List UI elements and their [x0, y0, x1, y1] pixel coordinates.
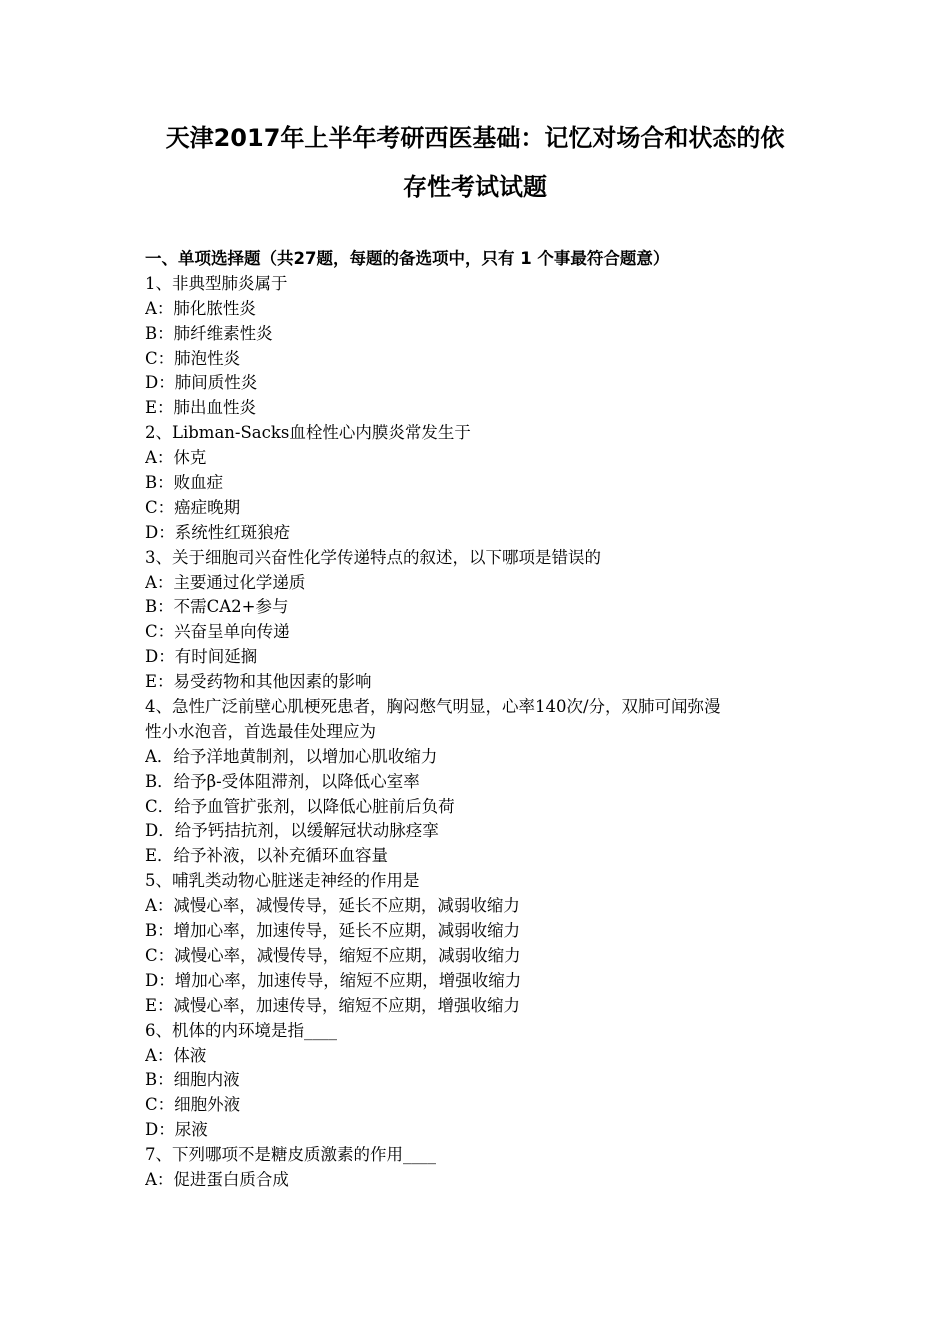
answer-option: A：休克 [145, 448, 207, 468]
answer-option: D：系统性红斑狼疮 [145, 522, 291, 542]
answer-option: B：细胞内液 [145, 1070, 240, 1090]
answer-option: C：兴奋呈单向传递 [145, 622, 290, 642]
question-stem-continued: 性小水泡音，首选最佳处理应为 [145, 721, 376, 741]
answer-option: A：主要通过化学递质 [145, 572, 306, 592]
answer-option: B．给予β-受体阻滞剂，以降低心室率 [145, 771, 420, 791]
answer-option: D：增加心率，加速传导，缩短不应期，增强收缩力 [145, 970, 522, 990]
answer-option: A：体液 [145, 1045, 207, 1065]
answer-option: A：促进蛋白质合成 [145, 1169, 289, 1189]
question-3 [145, 546, 815, 695]
answer-option: D．给予钙拮抗剂，以缓解冠状动脉痉挛 [145, 821, 439, 841]
answer-option: C：癌症晚期 [145, 497, 241, 517]
document-title-line-1: 天津2017年上半年考研西医基础：记忆对场合和状态的依 [165, 124, 785, 152]
section-heading: 一、单项选择题（共27题，每题的备选项中，只有 1 个事最符合题意） [145, 249, 670, 268]
answer-option: D：肺间质性炎 [145, 373, 258, 393]
answer-option: E：减慢心率，加速传导，缩短不应期，增强收缩力 [145, 995, 521, 1015]
question-stem: 3、关于细胞司兴奋性化学传递特点的叙述，以下哪项是错误的 [145, 547, 601, 567]
answer-option: C．给予血管扩张剂，以降低心脏前后负荷 [145, 796, 455, 816]
document-title-line-2: 存性考试试题 [403, 173, 547, 201]
answer-option: B：增加心率，加速传导，延长不应期，减弱收缩力 [145, 921, 521, 941]
question-stem: 7、下列哪项不是糖皮质激素的作用____ [145, 1145, 436, 1165]
answer-option: E．给予补液，以补充循环血容量 [145, 846, 389, 866]
answer-option: B：肺纤维素性炎 [145, 323, 273, 343]
answer-option: B：败血症 [145, 473, 224, 493]
answer-option: E：肺出血性炎 [145, 398, 257, 418]
document-body [145, 247, 815, 1193]
question-5 [145, 869, 815, 1018]
question-6 [145, 1019, 815, 1143]
question-2 [145, 421, 815, 545]
question-stem: 6、机体的内环境是指____ [145, 1020, 337, 1040]
answer-option: A：肺化脓性炎 [145, 298, 256, 318]
question-stem: 5、哺乳类动物心脏迷走神经的作用是 [145, 871, 420, 891]
answer-option: C：细胞外液 [145, 1095, 241, 1115]
answer-option: B：不需CA2+参与 [145, 597, 289, 617]
question-4 [145, 695, 815, 869]
answer-option: A：减慢心率，减慢传导，延长不应期，减弱收缩力 [145, 896, 520, 916]
question-stem: 1、非典型肺炎属于 [145, 273, 288, 293]
answer-option: C：肺泡性炎 [145, 348, 241, 368]
question-7 [145, 1143, 815, 1193]
answer-option: C：减慢心率，减慢传导，缩短不应期，减弱收缩力 [145, 945, 521, 965]
question-stem: 4、急性广泛前壁心肌梗死患者，胸闷憋气明显，心率140次/分，双肺可闻弥漫 [145, 697, 721, 717]
answer-option: E：易受药物和其他因素的影响 [145, 672, 372, 692]
question-1 [145, 272, 815, 421]
answer-option: A．给予洋地黄制剂，以增加心肌收缩力 [145, 746, 438, 766]
answer-option: D：有时间延搁 [145, 647, 258, 667]
answer-option: D：尿液 [145, 1120, 208, 1140]
question-stem: 2、Libman-Sacks血栓性心内膜炎常发生于 [145, 423, 471, 443]
